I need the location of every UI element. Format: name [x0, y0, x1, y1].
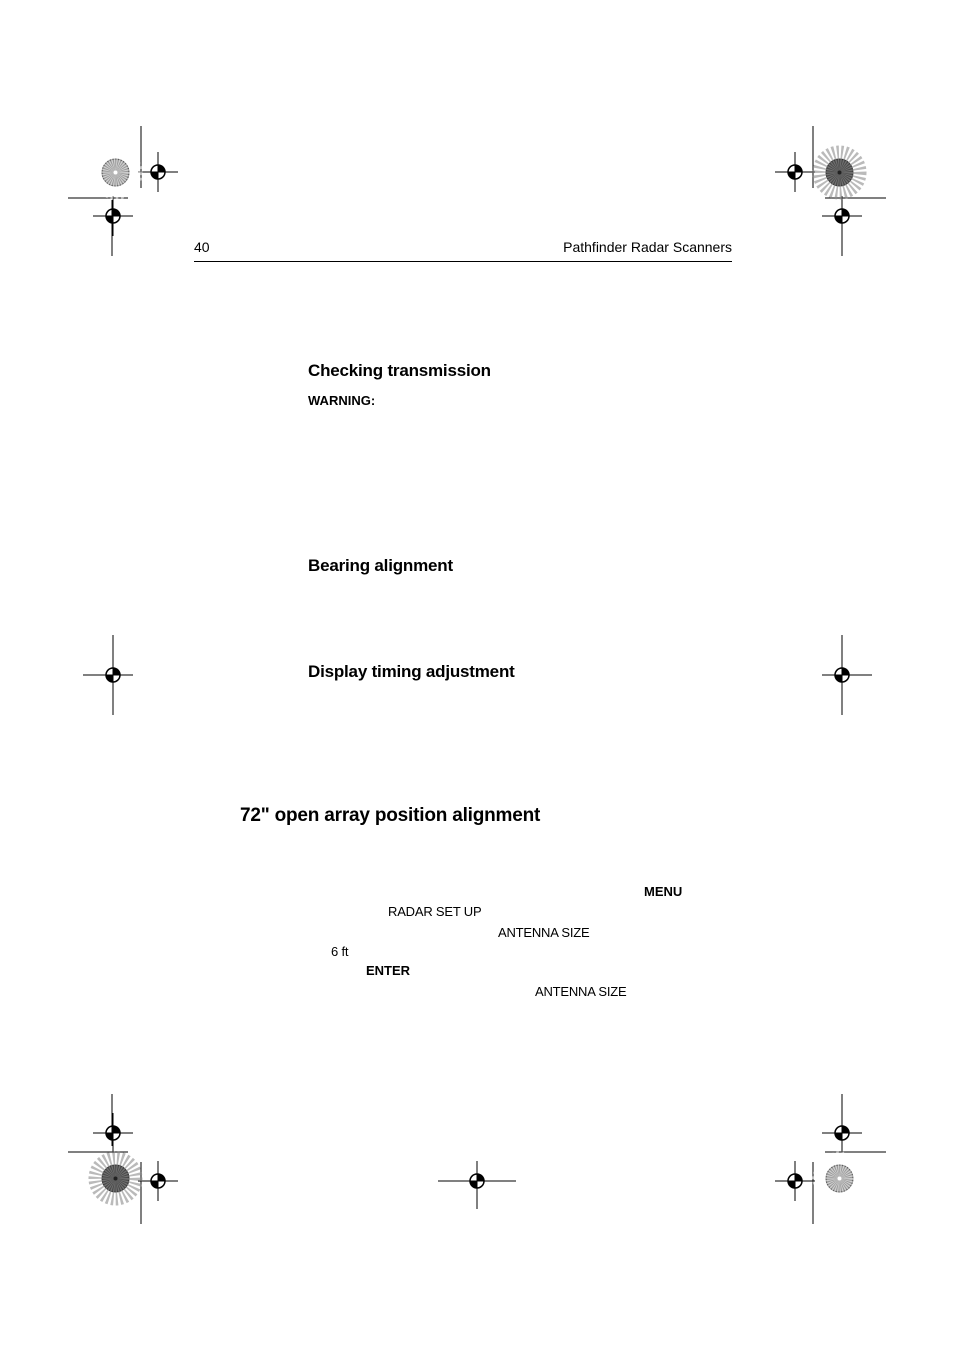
- radar-set-up-label: RADAR SET UP: [388, 904, 482, 919]
- warning-label: WARNING:: [308, 393, 376, 408]
- starburst-target-icon: [825, 158, 854, 187]
- running-title: Pathfinder Radar Scanners: [563, 239, 732, 255]
- registration-target-icon: [93, 196, 133, 236]
- heading-checking-transmission: Checking transmission: [308, 361, 491, 380]
- crop-lines-top-left: [60, 120, 210, 260]
- page-number: 40: [194, 239, 210, 255]
- heading-display-timing: Display timing adjustment: [308, 662, 515, 681]
- heading-open-array-alignment: 72" open array position alignment: [240, 805, 541, 826]
- six-ft-option: 6 ft: [331, 944, 349, 959]
- header-rule: [194, 261, 732, 262]
- registration-target-icon: [775, 152, 815, 192]
- starburst-target-icon: [101, 1164, 130, 1193]
- antenna-size-label: ANTENNA SIZE: [535, 984, 627, 999]
- registration-target-icon: [822, 196, 862, 236]
- antenna-size-label: ANTENNA SIZE: [498, 925, 590, 940]
- registration-target-icon: [822, 655, 862, 695]
- registration-target-icon: [438, 1161, 518, 1211]
- crop-lines-top-right: [745, 120, 895, 260]
- heading-bearing-alignment: Bearing alignment: [308, 556, 453, 575]
- starburst-target-icon: [825, 1164, 854, 1193]
- crop-lines-bottom-right: [745, 1090, 895, 1230]
- registration-target-icon: [138, 1161, 178, 1201]
- menu-key-label: MENU: [644, 884, 683, 899]
- registration-target-icon: [822, 1113, 862, 1153]
- enter-key-label: ENTER: [366, 963, 411, 978]
- starburst-target-icon: [101, 158, 130, 187]
- registration-target-icon: [93, 655, 133, 695]
- registration-target-icon: [775, 1161, 815, 1201]
- registration-target-icon: [138, 152, 178, 192]
- registration-target-icon: [93, 1113, 133, 1153]
